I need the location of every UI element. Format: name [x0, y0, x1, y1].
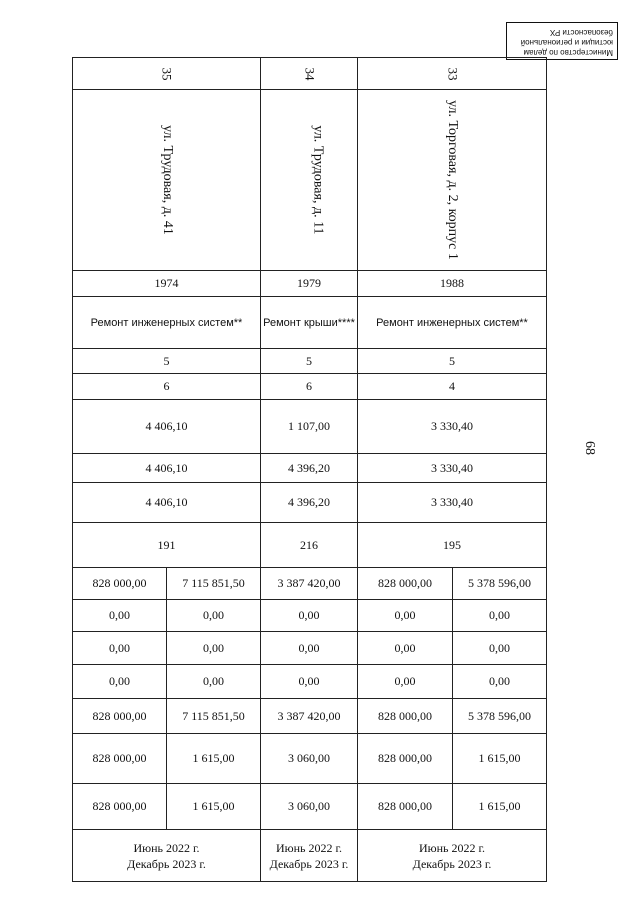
cell-residents-35: 191	[73, 523, 261, 568]
table-row-work-type	[73, 297, 547, 349]
cell-cost-33-right: 0,00	[453, 632, 547, 665]
cell-floors-34: 5	[261, 349, 358, 374]
date-from: Июнь 2022 г.	[275, 840, 343, 855]
cell-work-34: Ремонт крыши****	[261, 297, 358, 349]
cell-entrances-35: 6	[73, 374, 261, 400]
table-row-area-a	[73, 454, 547, 483]
cell-cost-35-left: 0,00	[73, 600, 167, 632]
cell-year-33: 1988	[358, 271, 547, 297]
cell-cost-33-right: 5 378 596,00	[453, 568, 547, 600]
date-to: Декабрь 2023 г.	[127, 856, 206, 871]
cell-address-35: ул. Трудовая, д. 41	[73, 90, 261, 271]
cell-cost-33-left: 828 000,00	[358, 734, 453, 784]
cell-area-b-35: 4 406,10	[73, 483, 261, 523]
table-row-number	[73, 58, 547, 90]
table-row-area-total	[73, 400, 547, 454]
cell-cost-35-right: 0,00	[167, 632, 261, 665]
cell-entrances-33: 4	[358, 374, 547, 400]
table-row-entrances	[73, 374, 547, 400]
cell-cost-33-left: 0,00	[358, 600, 453, 632]
cell-entrances-34: 6	[261, 374, 358, 400]
cell-cost-34: 0,00	[261, 600, 358, 632]
cell-address-34: ул. Трудовая, д. 11	[261, 90, 358, 271]
table-row-cost-6	[73, 734, 547, 784]
cell-area-a-33: 3 330,40	[358, 454, 547, 483]
cell-cost-35-left: 0,00	[73, 632, 167, 665]
cell-area-a-35: 4 406,10	[73, 454, 261, 483]
cell-number-35: 35	[73, 58, 261, 90]
date-to: Декабрь 2023 г.	[412, 856, 492, 871]
cell-cost-34: 3 060,00	[261, 784, 358, 830]
cell-work-33: Ремонт инженерных систем**	[358, 297, 547, 349]
cell-cost-33-left: 828 000,00	[358, 568, 453, 600]
table-row-year	[73, 271, 547, 297]
cell-cost-35-right: 0,00	[167, 665, 261, 699]
cell-area-total-34: 1 107,00	[261, 400, 358, 454]
table-row-cost-4	[73, 665, 547, 699]
cell-cost-35-right: 1 615,00	[167, 784, 261, 830]
cell-area-b-34: 4 396,20	[261, 483, 358, 523]
cell-cost-35-right: 7 115 851,50	[167, 568, 261, 600]
cell-dates-34	[261, 830, 358, 882]
cell-floors-33: 5	[358, 349, 547, 374]
cell-address-33: ул. Торговая, д. 2, корпус 1	[358, 90, 547, 271]
cell-cost-35-left: 828 000,00	[73, 699, 167, 734]
date-from: Июнь 2022 г.	[418, 840, 486, 855]
cell-work-35: Ремонт инженерных систем**	[73, 297, 261, 349]
cell-area-a-34: 4 396,20	[261, 454, 358, 483]
table-row-floors	[73, 349, 547, 374]
stamp-line-2: юстиции и региональной	[520, 38, 613, 47]
cell-cost-35-right: 0,00	[167, 600, 261, 632]
table-row-address	[73, 90, 547, 271]
cell-cost-33-left: 828 000,00	[358, 784, 453, 830]
date-from: Июнь 2022 г.	[133, 840, 200, 855]
cell-cost-34: 3 387 420,00	[261, 699, 358, 734]
stamp-line-3: безопасности РХ	[549, 28, 613, 37]
cell-cost-34: 3 387 420,00	[261, 568, 358, 600]
page-number: 68	[582, 441, 597, 455]
table-row-area-b	[73, 483, 547, 523]
cell-area-total-33: 3 330,40	[358, 400, 547, 454]
cell-dates-35	[73, 830, 261, 882]
cell-cost-35-left: 0,00	[73, 665, 167, 699]
stamp-line-1: Министерство по делам	[523, 48, 613, 57]
cell-cost-35-right: 1 615,00	[167, 734, 261, 784]
cell-cost-34: 0,00	[261, 632, 358, 665]
cell-area-total-35: 4 406,10	[73, 400, 261, 454]
cell-residents-33: 195	[358, 523, 547, 568]
housing-repair-table	[72, 57, 547, 882]
cell-dates-33	[358, 830, 547, 882]
cell-cost-35-left: 828 000,00	[73, 568, 167, 600]
cell-number-34: 34	[261, 58, 358, 90]
cell-cost-33-right: 1 615,00	[453, 784, 547, 830]
table-row-cost-1	[73, 568, 547, 600]
cell-year-34: 1979	[261, 271, 358, 297]
date-to: Декабрь 2023 г.	[269, 856, 349, 871]
table-row-cost-7	[73, 784, 547, 830]
table-row-cost-5	[73, 699, 547, 734]
cell-cost-34: 3 060,00	[261, 734, 358, 784]
cell-cost-33-right: 1 615,00	[453, 734, 547, 784]
cell-cost-35-left: 828 000,00	[73, 784, 167, 830]
cell-year-35: 1974	[73, 271, 261, 297]
ministry-stamp	[506, 22, 618, 60]
cell-residents-34: 216	[261, 523, 358, 568]
cell-cost-33-left: 0,00	[358, 665, 453, 699]
cell-cost-33-left: 0,00	[358, 632, 453, 665]
cell-number-33: 33	[358, 58, 547, 90]
cell-cost-35-left: 828 000,00	[73, 734, 167, 784]
table-row-residents	[73, 523, 547, 568]
cell-cost-33-left: 828 000,00	[358, 699, 453, 734]
cell-cost-35-right: 7 115 851,50	[167, 699, 261, 734]
table-row-cost-2	[73, 600, 547, 632]
cell-cost-33-right: 0,00	[453, 665, 547, 699]
table-row-cost-3	[73, 632, 547, 665]
cell-cost-34: 0,00	[261, 665, 358, 699]
cell-floors-35: 5	[73, 349, 261, 374]
cell-cost-33-right: 0,00	[453, 600, 547, 632]
table-row-dates	[73, 830, 547, 882]
cell-area-b-33: 3 330,40	[358, 483, 547, 523]
cell-cost-33-right: 5 378 596,00	[453, 699, 547, 734]
